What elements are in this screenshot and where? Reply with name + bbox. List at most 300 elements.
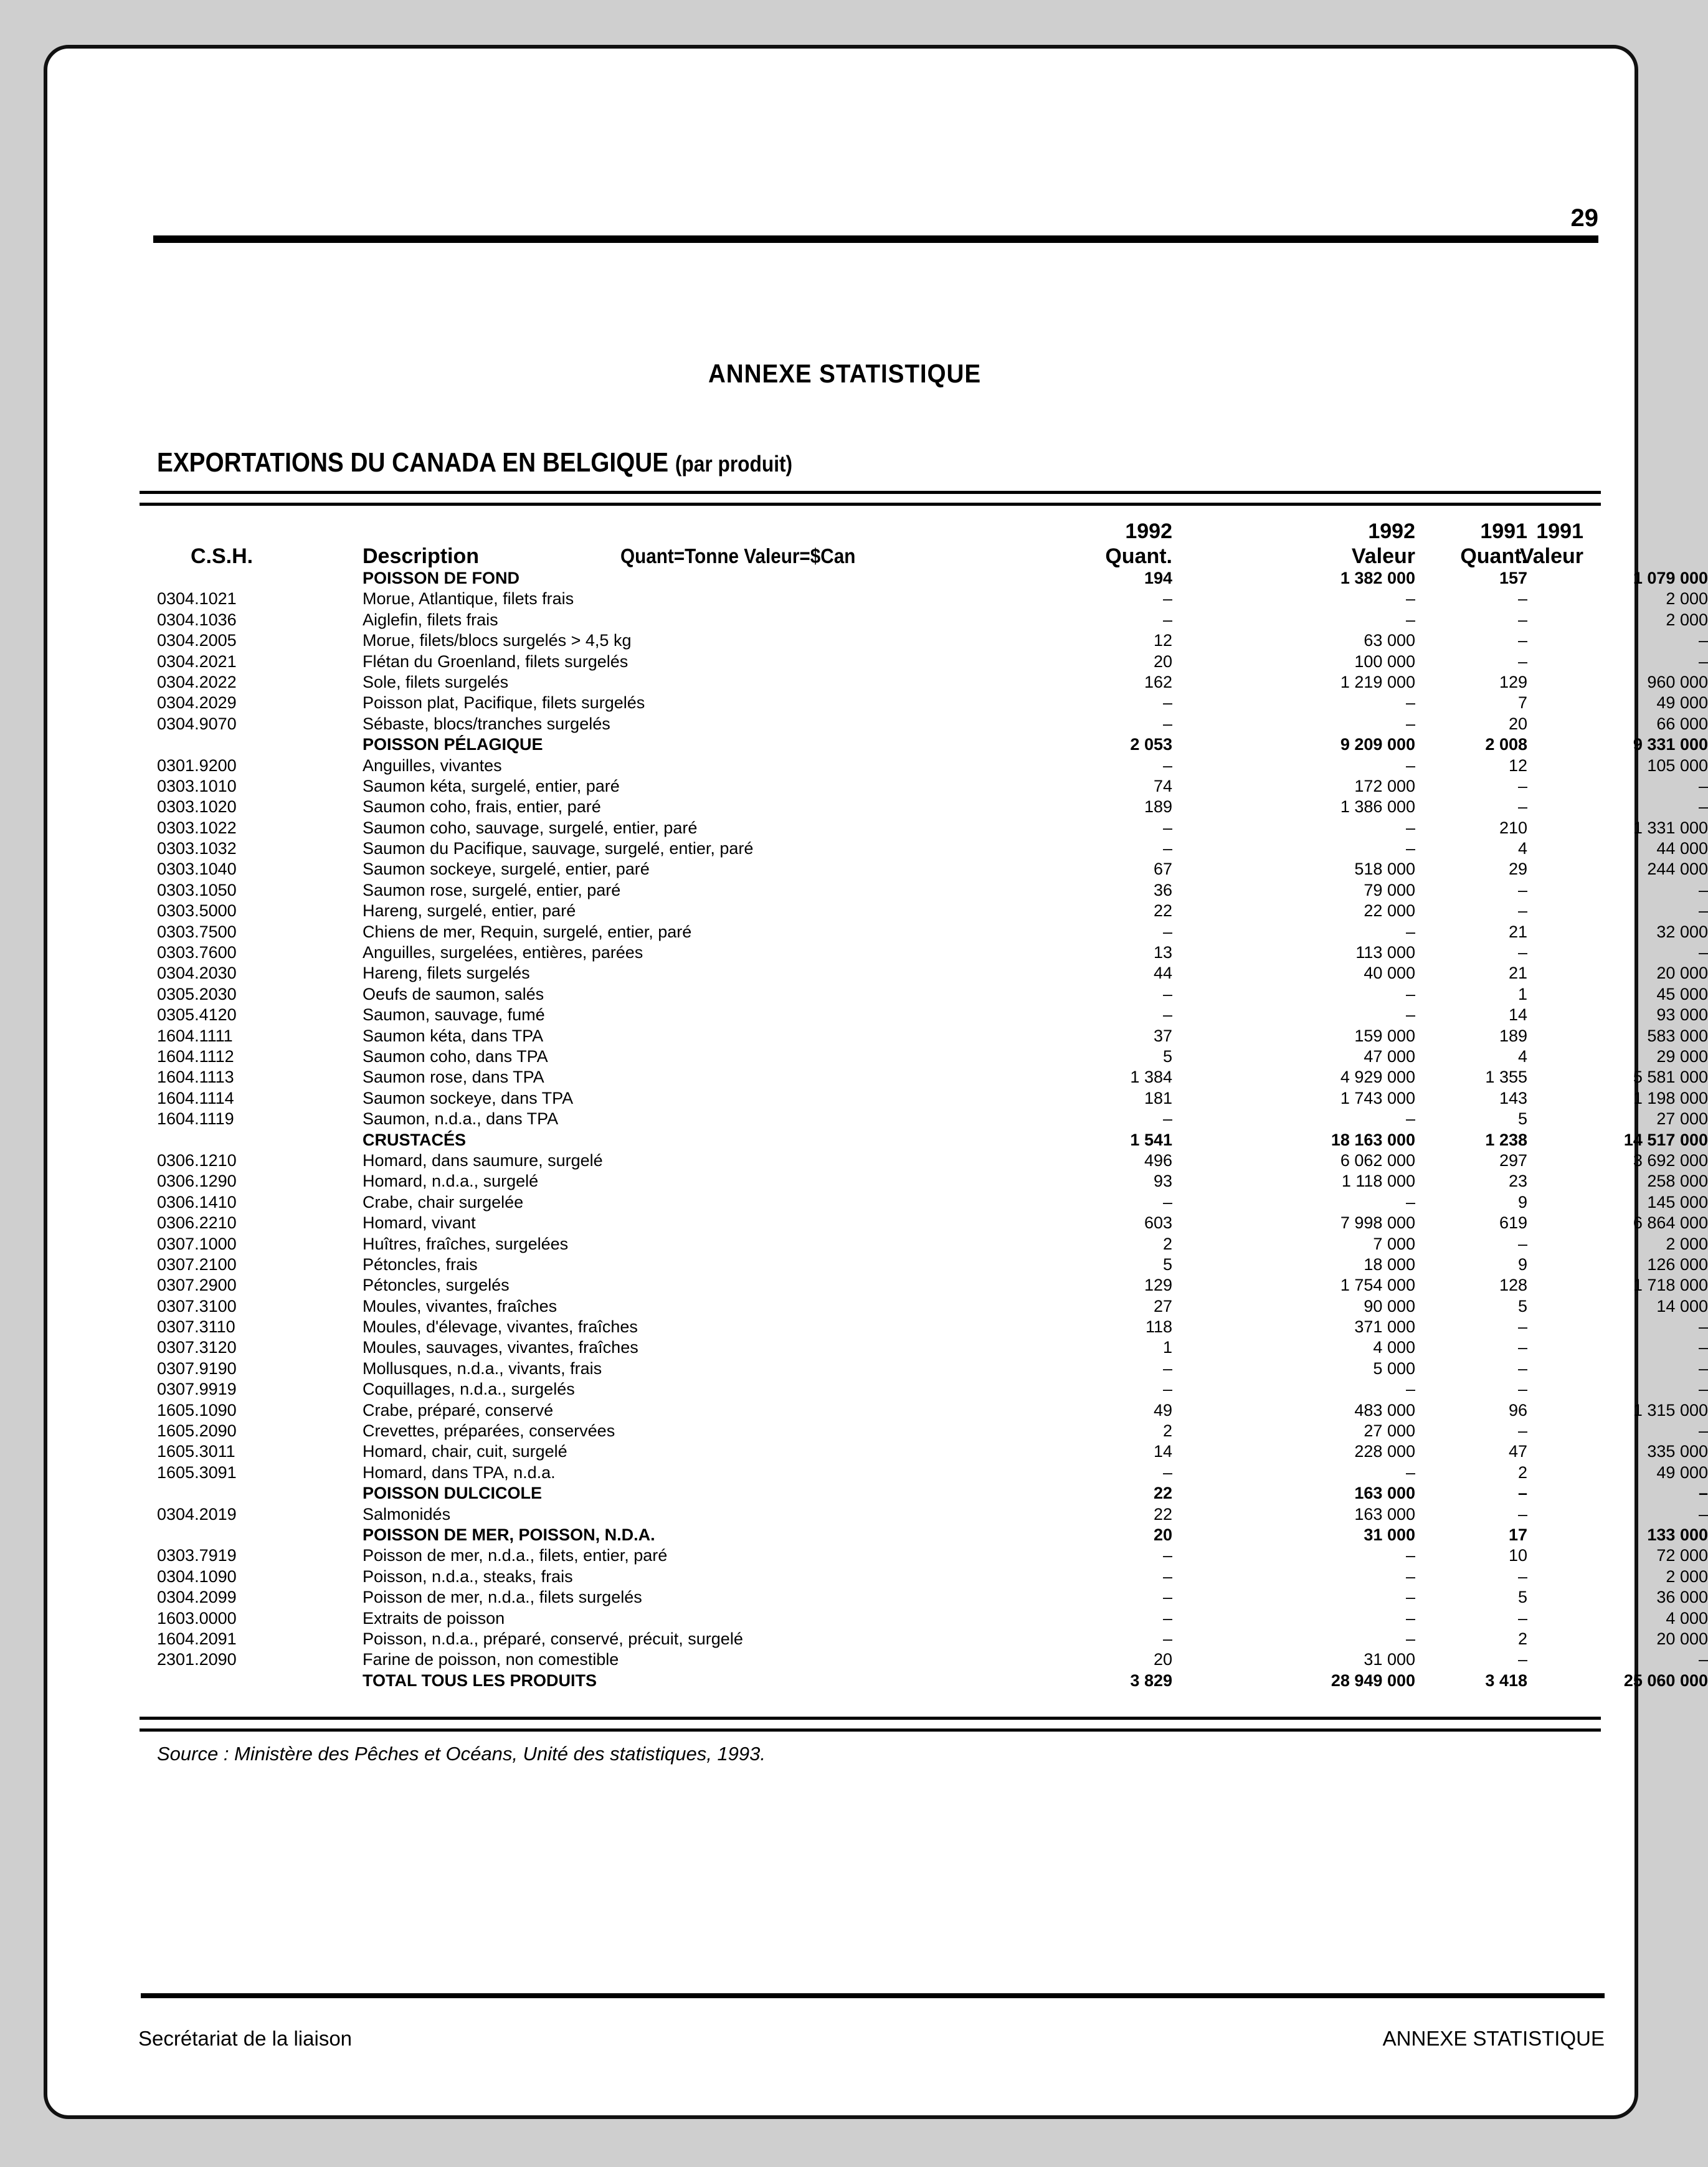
value-1991-cell: 49 000 bbox=[1656, 693, 1708, 713]
value-1991-cell: 20 000 bbox=[1656, 964, 1708, 983]
quant-1991-cell: 3 418 bbox=[1485, 1671, 1527, 1690]
value-1992-cell: – bbox=[1405, 1608, 1415, 1628]
value-1991-cell: 258 000 bbox=[1647, 1172, 1708, 1191]
value-1991-cell: 960 000 bbox=[1647, 672, 1708, 691]
hs-code-cell: 0304.2005 bbox=[157, 631, 237, 650]
value-1991-cell: 1 718 000 bbox=[1633, 1276, 1708, 1295]
description-cell: Coquillages, n.d.a., surgelés bbox=[363, 1380, 575, 1399]
quant-1992-cell: 5 bbox=[1162, 1046, 1172, 1066]
description-cell: TOTAL TOUS LES PRODUITS bbox=[363, 1671, 597, 1690]
value-1992-cell: – bbox=[1405, 839, 1415, 858]
description-cell: Saumon sockeye, dans TPA bbox=[363, 1088, 574, 1107]
table-row bbox=[157, 1088, 1708, 1109]
quant-1991-cell: 9 bbox=[1517, 1192, 1527, 1212]
quant-1992-cell: 1 bbox=[1162, 1338, 1172, 1357]
page-number: 29 bbox=[1570, 204, 1598, 232]
value-1992-cell: 163 000 bbox=[1354, 1484, 1415, 1503]
description-cell: Crabe, préparé, conservé bbox=[363, 1400, 554, 1420]
hs-code-cell: 0305.4120 bbox=[157, 1005, 237, 1025]
description-cell: Saumon rose, dans TPA bbox=[363, 1068, 544, 1087]
value-1991-cell: 14 517 000 bbox=[1623, 1130, 1708, 1149]
value-1992-cell: – bbox=[1405, 1380, 1415, 1399]
value-1992-cell: 371 000 bbox=[1354, 1317, 1415, 1337]
hs-code-cell: 0306.1210 bbox=[157, 1150, 237, 1170]
hs-code-cell: 0307.3110 bbox=[157, 1317, 235, 1337]
quant-1992-cell: – bbox=[1162, 1109, 1172, 1129]
value-1992-cell: 90 000 bbox=[1364, 1296, 1415, 1316]
value-1991-cell: – bbox=[1698, 1484, 1708, 1503]
quant-1992-cell: 27 bbox=[1153, 1296, 1172, 1316]
value-1991-cell: 244 000 bbox=[1647, 860, 1708, 879]
table-bottom-rule bbox=[140, 1717, 1601, 1732]
footer-left: Secrétariat de la liaison bbox=[138, 2027, 353, 2050]
quant-1991-cell: 4 bbox=[1517, 1046, 1527, 1066]
description-cell: Anguilles, surgelées, entières, parées bbox=[363, 943, 643, 962]
quant-1992-cell: 22 bbox=[1153, 1484, 1172, 1503]
quant-1992-cell: – bbox=[1162, 1608, 1172, 1628]
quant-1992-cell: 74 bbox=[1153, 776, 1172, 795]
quant-1991-cell: 157 bbox=[1499, 569, 1527, 587]
hs-code-cell: 0303.1022 bbox=[157, 818, 237, 837]
description-cell: Poisson de mer, n.d.a., filets, entier, paré bbox=[363, 1546, 668, 1565]
value-1991-cell: 72 000 bbox=[1656, 1546, 1708, 1565]
table-row bbox=[157, 942, 1708, 963]
value-1991-cell: 14 000 bbox=[1656, 1296, 1708, 1316]
description-cell: Salmonidés bbox=[363, 1504, 451, 1524]
value-1992-cell: 483 000 bbox=[1354, 1400, 1415, 1420]
table-row bbox=[157, 1504, 1708, 1525]
table-row bbox=[157, 1254, 1708, 1275]
source-note: Source : Ministère des Pêches et Océans, Unité des statistiques, 1993. bbox=[157, 1743, 766, 1765]
value-1991-cell: 1 198 000 bbox=[1633, 1088, 1708, 1107]
quant-1992-cell: – bbox=[1162, 610, 1172, 629]
value-1992-cell: – bbox=[1405, 756, 1415, 775]
table-row bbox=[157, 1275, 1708, 1296]
quant-1992-cell: – bbox=[1162, 818, 1172, 837]
quant-1992-cell: 2 bbox=[1162, 1234, 1172, 1253]
quant-1992-cell: 20 bbox=[1153, 652, 1172, 671]
table-row bbox=[157, 756, 1708, 776]
table-title-sub: (par produit) bbox=[675, 451, 793, 477]
hs-code-cell: 0307.3120 bbox=[157, 1338, 237, 1357]
table-row bbox=[157, 984, 1708, 1005]
quant-1992-cell: – bbox=[1162, 922, 1172, 941]
quant-1991-cell: – bbox=[1517, 1484, 1527, 1503]
value-1992-cell: 4 000 bbox=[1373, 1338, 1415, 1357]
table-row bbox=[157, 1421, 1708, 1441]
hs-code-cell: 0304.2022 bbox=[157, 672, 237, 691]
description-cell: Saumon kéta, dans TPA bbox=[363, 1026, 544, 1045]
table-row bbox=[157, 1359, 1708, 1379]
value-1991-cell: 66 000 bbox=[1656, 714, 1708, 733]
description-cell: Poisson, n.d.a., préparé, conservé, précuit, surgelé bbox=[363, 1629, 743, 1648]
table-row bbox=[157, 1463, 1708, 1483]
hs-code-cell: 1604.1111 bbox=[157, 1026, 233, 1045]
table-row bbox=[157, 1192, 1708, 1213]
value-1991-cell: 583 000 bbox=[1647, 1026, 1708, 1045]
hs-code-cell: 1605.1090 bbox=[157, 1400, 237, 1420]
value-1992-cell: 1 219 000 bbox=[1340, 672, 1415, 691]
quant-1991-cell: – bbox=[1517, 776, 1527, 795]
table-row bbox=[157, 589, 1708, 609]
quant-1992-cell: 67 bbox=[1153, 860, 1172, 879]
quant-1991-cell: 2 bbox=[1517, 1629, 1527, 1648]
value-1992-cell: – bbox=[1405, 1005, 1415, 1025]
quant-1991-cell: 210 bbox=[1499, 818, 1527, 837]
value-1992-cell: – bbox=[1405, 1109, 1415, 1129]
header-rule bbox=[153, 235, 1598, 243]
header-1992-quant-label: Quant. bbox=[1105, 544, 1172, 568]
header-units: Quant=Tonne Valeur=$Can bbox=[620, 544, 856, 567]
value-1992-cell: 1 386 000 bbox=[1340, 797, 1415, 817]
quant-1992-cell: – bbox=[1162, 1380, 1172, 1399]
value-1992-cell: 63 000 bbox=[1364, 631, 1415, 650]
quant-1992-cell: – bbox=[1162, 1629, 1172, 1648]
hs-code-cell: 0304.2019 bbox=[157, 1504, 237, 1524]
quant-1991-cell: – bbox=[1517, 1338, 1527, 1357]
description-cell: Homard, dans TPA, n.d.a. bbox=[363, 1463, 556, 1482]
footer-right: ANNEXE STATISTIQUE bbox=[1382, 2027, 1605, 2050]
quant-1991-cell: 297 bbox=[1499, 1150, 1527, 1170]
value-1992-cell: 18 163 000 bbox=[1331, 1130, 1415, 1149]
hs-code-cell: 0307.3100 bbox=[157, 1296, 237, 1316]
quant-1992-cell: – bbox=[1162, 714, 1172, 733]
quant-1991-cell: – bbox=[1517, 631, 1527, 650]
quant-1992-cell: 93 bbox=[1153, 1172, 1172, 1191]
description-cell: Crabe, chair surgelée bbox=[363, 1192, 524, 1212]
hs-code-cell: 0304.2030 bbox=[157, 964, 237, 983]
table-row bbox=[157, 693, 1708, 713]
hs-code-cell: 0303.1032 bbox=[157, 839, 237, 858]
value-1992-cell: 159 000 bbox=[1354, 1026, 1415, 1045]
hs-code-cell: 1603.0000 bbox=[157, 1608, 237, 1628]
value-1992-cell: 1 743 000 bbox=[1340, 1088, 1415, 1107]
table-row bbox=[157, 1046, 1708, 1067]
table-row bbox=[157, 1567, 1708, 1587]
value-1991-cell: 145 000 bbox=[1647, 1192, 1708, 1212]
table-row bbox=[157, 901, 1708, 921]
description-cell: Moules, sauvages, vivantes, fraîches bbox=[363, 1338, 638, 1357]
value-1992-cell: – bbox=[1405, 1567, 1415, 1586]
table-row bbox=[157, 1296, 1708, 1317]
quant-1991-cell: – bbox=[1517, 589, 1527, 609]
value-1992-cell: 4 929 000 bbox=[1340, 1068, 1415, 1087]
description-cell: POISSON PÉLAGIQUE bbox=[363, 735, 543, 754]
value-1992-cell: – bbox=[1405, 1588, 1415, 1607]
value-1991-cell: – bbox=[1698, 943, 1708, 962]
description-cell: Mollusques, n.d.a., vivants, frais bbox=[363, 1359, 602, 1378]
value-1991-cell: 93 000 bbox=[1656, 1005, 1708, 1025]
description-cell: Extraits de poisson bbox=[363, 1608, 505, 1628]
value-1992-cell: 27 000 bbox=[1364, 1421, 1415, 1441]
quant-1991-cell: 2 bbox=[1517, 1463, 1527, 1482]
value-1992-cell: 518 000 bbox=[1354, 860, 1415, 879]
description-cell: Morue, filets/blocs surgelés > 4,5 kg bbox=[363, 631, 632, 650]
table-row bbox=[157, 1400, 1708, 1421]
quant-1991-cell: 20 bbox=[1508, 714, 1527, 733]
quant-1992-cell: 181 bbox=[1144, 1088, 1172, 1107]
hs-code-cell: 2301.2090 bbox=[157, 1650, 237, 1669]
hs-code-cell: 0303.1020 bbox=[157, 797, 237, 817]
value-1991-cell: 45 000 bbox=[1656, 984, 1708, 1003]
footer-rule bbox=[141, 1993, 1605, 1998]
description-cell: Morue, Atlantique, filets frais bbox=[363, 589, 574, 609]
table-top-rule bbox=[140, 491, 1601, 506]
description-cell: Poisson plat, Pacifique, filets surgelés bbox=[363, 693, 645, 713]
quant-1992-cell: – bbox=[1162, 1588, 1172, 1607]
quant-1992-cell: 2 053 bbox=[1130, 735, 1172, 754]
value-1992-cell: 1 754 000 bbox=[1340, 1276, 1415, 1295]
value-1991-cell: 9 331 000 bbox=[1633, 735, 1708, 754]
quant-1992-cell: 5 bbox=[1162, 1254, 1172, 1274]
description-cell: Homard, n.d.a., surgelé bbox=[363, 1172, 539, 1191]
value-1992-cell: 79 000 bbox=[1364, 880, 1415, 899]
hs-code-cell: 0307.2900 bbox=[157, 1276, 237, 1295]
value-1992-cell: – bbox=[1405, 984, 1415, 1003]
value-1991-cell: – bbox=[1698, 776, 1708, 795]
quant-1991-cell: – bbox=[1517, 1380, 1527, 1399]
value-1992-cell: 1 118 000 bbox=[1341, 1172, 1415, 1191]
header-description: Description bbox=[363, 544, 480, 568]
description-cell: Homard, dans saumure, surgelé bbox=[363, 1150, 603, 1170]
description-cell: Moules, vivantes, fraîches bbox=[363, 1296, 557, 1316]
quant-1992-cell: – bbox=[1162, 589, 1172, 609]
value-1991-cell: – bbox=[1698, 1359, 1708, 1378]
description-cell: Moules, d'élevage, vivantes, fraîches bbox=[363, 1317, 638, 1337]
description-cell: Huîtres, fraîches, surgelées bbox=[363, 1234, 569, 1253]
value-1992-cell: 31 000 bbox=[1364, 1650, 1415, 1669]
header-1992-quant-year: 1992 bbox=[1125, 519, 1172, 543]
quant-1992-cell: – bbox=[1162, 1463, 1172, 1482]
hs-code-cell: 1605.3091 bbox=[157, 1463, 237, 1482]
quant-1991-cell: 23 bbox=[1508, 1172, 1527, 1191]
quant-1991-cell: 47 bbox=[1508, 1442, 1527, 1461]
quant-1991-cell: – bbox=[1517, 797, 1527, 817]
value-1992-cell: 9 209 000 bbox=[1340, 735, 1415, 754]
quant-1991-cell: 1 238 bbox=[1485, 1130, 1527, 1149]
hs-code-cell: 0303.1040 bbox=[157, 860, 237, 879]
value-1992-cell: – bbox=[1405, 922, 1415, 941]
table-row bbox=[157, 1005, 1708, 1025]
quant-1992-cell: 13 bbox=[1153, 943, 1172, 962]
quant-1991-cell: – bbox=[1517, 1359, 1527, 1378]
description-cell: Homard, chair, cuit, surgelé bbox=[363, 1442, 567, 1461]
table-row bbox=[157, 880, 1708, 901]
table-row bbox=[157, 1649, 1708, 1670]
section-row bbox=[157, 568, 1708, 589]
value-1991-cell: – bbox=[1698, 1380, 1708, 1399]
annex-title: ANNEXE STATISTIQUE bbox=[708, 359, 982, 388]
description-cell: Saumon coho, dans TPA bbox=[363, 1046, 548, 1066]
quant-1992-cell: 603 bbox=[1144, 1213, 1172, 1233]
value-1991-cell: 126 000 bbox=[1647, 1254, 1708, 1274]
description-cell: Saumon, n.d.a., dans TPA bbox=[363, 1109, 559, 1129]
value-1991-cell: 105 000 bbox=[1647, 756, 1708, 775]
table-row bbox=[157, 1545, 1708, 1566]
table-row bbox=[157, 1171, 1708, 1192]
value-1991-cell: 25 060 000 bbox=[1623, 1671, 1708, 1690]
quant-1991-cell: – bbox=[1517, 1650, 1527, 1669]
description-cell: POISSON DE FOND bbox=[363, 569, 520, 587]
value-1991-cell: 2 000 bbox=[1666, 610, 1708, 629]
quant-1992-cell: 49 bbox=[1153, 1400, 1172, 1420]
value-1992-cell: 6 062 000 bbox=[1340, 1150, 1415, 1170]
quant-1991-cell: – bbox=[1517, 1421, 1527, 1441]
quant-1991-cell: 17 bbox=[1508, 1525, 1527, 1544]
section-row bbox=[157, 1525, 1708, 1545]
table-row bbox=[157, 963, 1708, 984]
quant-1991-cell: – bbox=[1517, 1567, 1527, 1586]
quant-1991-cell: 189 bbox=[1499, 1026, 1527, 1045]
value-1992-cell: – bbox=[1405, 1192, 1415, 1212]
table-row bbox=[157, 1379, 1708, 1400]
hs-code-cell: 0303.1010 bbox=[157, 776, 237, 795]
table-row bbox=[157, 797, 1708, 817]
hs-code-cell: 0304.2099 bbox=[157, 1588, 237, 1607]
hs-code-cell: 0307.9190 bbox=[157, 1359, 237, 1378]
value-1992-cell: 100 000 bbox=[1354, 652, 1415, 671]
value-1991-cell: – bbox=[1698, 1650, 1708, 1669]
quant-1992-cell: – bbox=[1162, 693, 1172, 713]
value-1991-cell: 1 315 000 bbox=[1633, 1400, 1708, 1420]
hs-code-cell: 0305.2030 bbox=[157, 984, 237, 1003]
value-1992-cell: – bbox=[1405, 714, 1415, 733]
export-table bbox=[157, 568, 1708, 1691]
quant-1991-cell: 12 bbox=[1508, 756, 1527, 775]
header-1991-quant-label: Quant. bbox=[1460, 544, 1527, 568]
value-1991-cell: 1 331 000 bbox=[1633, 818, 1708, 837]
quant-1992-cell: 20 bbox=[1153, 1525, 1172, 1544]
description-cell: Saumon coho, frais, entier, paré bbox=[363, 797, 601, 817]
table-row bbox=[157, 610, 1708, 630]
description-cell: Sole, filets surgelés bbox=[363, 672, 509, 691]
table-row bbox=[157, 1109, 1708, 1129]
table-row bbox=[157, 1317, 1708, 1337]
value-1992-cell: 47 000 bbox=[1364, 1046, 1415, 1066]
quant-1991-cell: – bbox=[1517, 1317, 1527, 1337]
hs-code-cell: 0307.2100 bbox=[157, 1254, 237, 1274]
value-1991-cell: – bbox=[1698, 797, 1708, 817]
quant-1991-cell: 1 bbox=[1517, 984, 1527, 1003]
description-cell: Saumon, sauvage, fumé bbox=[363, 1005, 545, 1025]
quant-1991-cell: 2 008 bbox=[1485, 735, 1527, 754]
description-cell: Poisson, n.d.a., steaks, frais bbox=[363, 1567, 573, 1586]
hs-code-cell: 1604.2091 bbox=[157, 1629, 237, 1648]
header-1991-value-year: 1991 bbox=[1536, 519, 1583, 543]
description-cell: Homard, vivant bbox=[363, 1213, 476, 1233]
description-cell: Poisson de mer, n.d.a., filets surgelés bbox=[363, 1588, 642, 1607]
description-cell: Pétoncles, surgelés bbox=[363, 1276, 510, 1295]
quant-1991-cell: 5 bbox=[1517, 1588, 1527, 1607]
value-1991-cell: 4 000 bbox=[1666, 1608, 1708, 1628]
table-row bbox=[157, 922, 1708, 942]
quant-1991-cell: 96 bbox=[1508, 1400, 1527, 1420]
hs-code-cell: 1604.1119 bbox=[157, 1109, 234, 1129]
value-1992-cell: – bbox=[1405, 610, 1415, 629]
hs-code-cell: 0303.7500 bbox=[157, 922, 237, 941]
quant-1992-cell: 194 bbox=[1144, 569, 1172, 587]
quant-1992-cell: 22 bbox=[1153, 901, 1172, 921]
description-cell: Saumon rose, surgelé, entier, paré bbox=[363, 880, 621, 899]
quant-1992-cell: 189 bbox=[1144, 797, 1172, 817]
document-page bbox=[44, 45, 1708, 2119]
value-1992-cell: 28 949 000 bbox=[1331, 1671, 1415, 1690]
table-row bbox=[157, 818, 1708, 838]
quant-1991-cell: 21 bbox=[1508, 964, 1527, 983]
quant-1991-cell: 4 bbox=[1517, 839, 1527, 858]
quant-1992-cell: – bbox=[1162, 1546, 1172, 1565]
value-1991-cell: – bbox=[1698, 1421, 1708, 1441]
table-row bbox=[157, 630, 1708, 651]
quant-1991-cell: 1 355 bbox=[1485, 1068, 1527, 1087]
quant-1992-cell: 1 541 bbox=[1130, 1130, 1172, 1149]
description-cell: Flétan du Groenland, filets surgelés bbox=[363, 652, 629, 671]
hs-code-cell: 0303.7919 bbox=[157, 1546, 237, 1565]
quant-1991-cell: 128 bbox=[1499, 1276, 1527, 1295]
hs-code-cell: 0303.7600 bbox=[157, 943, 237, 962]
value-1992-cell: – bbox=[1405, 589, 1415, 609]
table-row bbox=[157, 1026, 1708, 1046]
hs-code-cell: 0306.1410 bbox=[157, 1192, 237, 1212]
quant-1992-cell: 3 829 bbox=[1130, 1671, 1172, 1690]
value-1991-cell: – bbox=[1698, 1338, 1708, 1357]
hs-code-cell: 1605.3011 bbox=[157, 1442, 235, 1461]
hs-code-cell: 0306.1290 bbox=[157, 1172, 237, 1191]
quant-1991-cell: 29 bbox=[1508, 860, 1527, 879]
quant-1992-cell: 22 bbox=[1153, 1504, 1172, 1524]
section-row bbox=[157, 734, 1708, 755]
value-1991-cell: – bbox=[1698, 901, 1708, 921]
hs-code-cell: 0301.9200 bbox=[157, 756, 237, 775]
value-1992-cell: 31 000 bbox=[1364, 1525, 1415, 1544]
value-1991-cell: – bbox=[1698, 880, 1708, 899]
value-1992-cell: – bbox=[1405, 1546, 1415, 1565]
quant-1992-cell: 36 bbox=[1153, 880, 1172, 899]
hs-code-cell: 0304.1021 bbox=[157, 589, 237, 609]
section-row bbox=[157, 1671, 1708, 1691]
quant-1992-cell: – bbox=[1162, 1005, 1172, 1025]
quant-1992-cell: – bbox=[1162, 1359, 1172, 1378]
quant-1992-cell: – bbox=[1162, 1567, 1172, 1586]
quant-1992-cell: 118 bbox=[1145, 1317, 1172, 1337]
value-1992-cell: 172 000 bbox=[1354, 776, 1415, 795]
quant-1992-cell: 20 bbox=[1153, 1650, 1172, 1669]
quant-1991-cell: 21 bbox=[1508, 922, 1527, 941]
value-1991-cell: – bbox=[1698, 1504, 1708, 1524]
quant-1992-cell: – bbox=[1162, 1192, 1172, 1212]
table-row bbox=[157, 672, 1708, 693]
value-1992-cell: 5 000 bbox=[1373, 1359, 1415, 1378]
table-row bbox=[157, 1337, 1708, 1358]
value-1991-cell: 2 000 bbox=[1666, 589, 1708, 609]
hs-code-cell: 0303.1050 bbox=[157, 880, 237, 899]
table-row bbox=[157, 1587, 1708, 1608]
quant-1991-cell: 129 bbox=[1499, 672, 1527, 691]
value-1991-cell: 36 000 bbox=[1656, 1588, 1708, 1607]
header-code: C.S.H. bbox=[191, 544, 254, 568]
quant-1992-cell: 1 384 bbox=[1130, 1068, 1172, 1087]
hs-code-cell: 0307.9919 bbox=[157, 1380, 237, 1399]
table-row bbox=[157, 1629, 1708, 1649]
table-row bbox=[157, 652, 1708, 672]
header-1992-value-label: Valeur bbox=[1351, 544, 1415, 568]
description-cell: POISSON DULCICOLE bbox=[363, 1484, 543, 1503]
value-1991-cell: – bbox=[1698, 631, 1708, 650]
value-1991-cell: 5 581 000 bbox=[1633, 1068, 1708, 1087]
value-1991-cell: 20 000 bbox=[1656, 1629, 1708, 1648]
quant-1991-cell: – bbox=[1517, 901, 1527, 921]
value-1992-cell: – bbox=[1405, 1629, 1415, 1648]
